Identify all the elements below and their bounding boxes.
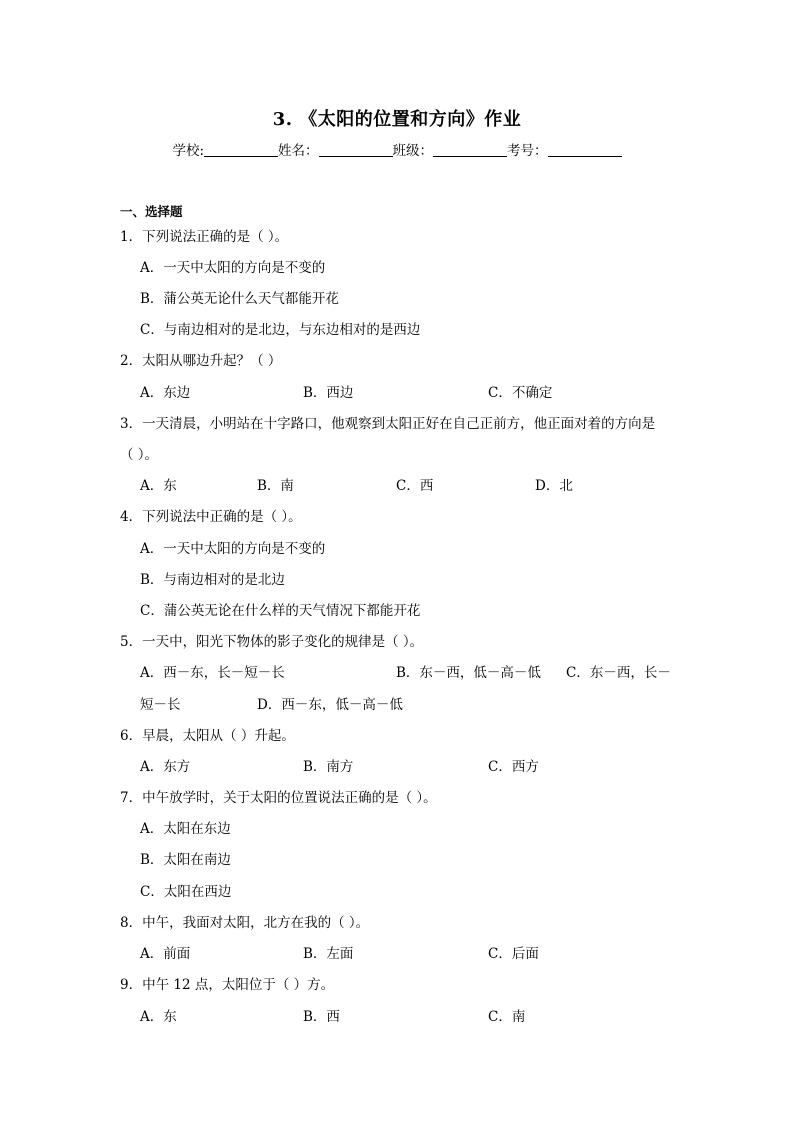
question-5-option-d: D．西－东，低－高－低	[257, 697, 403, 713]
question-3-option-d: D．北	[535, 478, 573, 494]
question-5-option-c: C．东－西，长－	[566, 665, 671, 681]
question-5-option-c-continued: 短－长	[140, 697, 181, 713]
question-6-option-a: A．东方	[140, 759, 191, 775]
question-2-option-a: A．东边	[140, 385, 191, 401]
question-8-option-b: B．左面	[303, 946, 354, 962]
question-8-option-a: A．前面	[140, 946, 191, 962]
question-7-stem: 7．中午放学时，关于太阳的位置说法正确的是（ ）。	[120, 790, 437, 806]
school-blank[interactable]	[204, 143, 278, 157]
question-6-stem: 6．早晨，太阳从（ ）升起。	[120, 728, 295, 744]
question-3-stem: 3．一天清晨，小明站在十字路口，他观察到太阳正好在自己正前方，他正面对着的方向是	[120, 416, 656, 432]
class-blank[interactable]	[433, 143, 507, 157]
question-6-option-c: C．西方	[488, 759, 539, 775]
section-title: 一、选择题	[120, 204, 183, 219]
question-4-stem: 4．下列说法中正确的是（ ）。	[120, 509, 302, 525]
question-1-option-c: C．与南边相对的是北边，与东边相对的是西边	[140, 322, 421, 338]
student-info-row	[0, 139, 794, 159]
number-blank[interactable]	[548, 143, 622, 157]
class-label: 班级：	[392, 143, 434, 159]
question-3-option-c: C．西	[396, 478, 434, 494]
question-8-stem: 8．中午，我面对太阳，北方在我的（ ）。	[120, 915, 370, 931]
question-9-option-c: C．南	[488, 1009, 526, 1025]
school-label: 学校:	[172, 143, 205, 159]
question-7-option-a: A．太阳在东边	[140, 821, 231, 837]
question-1-stem: 1．下列说法正确的是（ ）。	[120, 229, 289, 245]
question-2-option-b: B．西边	[303, 385, 354, 401]
worksheet-title: 3. 《太阳的位置和方向》作业	[272, 109, 522, 130]
question-9-option-a: A．东	[140, 1009, 177, 1025]
question-3-option-a: A．东	[140, 478, 177, 494]
question-6-option-b: B．南方	[303, 759, 354, 775]
name-blank[interactable]	[319, 143, 393, 157]
question-7-option-b: B．太阳在南边	[140, 852, 231, 868]
question-4-option-c: C．蒲公英无论在什么样的天气情况下都能开花	[140, 603, 421, 619]
question-3-stem-continued: （ ）。	[120, 447, 159, 463]
question-4-option-a: A．一天中太阳的方向是不变的	[140, 541, 326, 557]
question-2-stem: 2．太阳从哪边升起？（ ）	[120, 353, 282, 369]
question-1-option-a: A．一天中太阳的方向是不变的	[140, 260, 326, 276]
question-5-option-b: B．东－西，低－高－低	[396, 665, 541, 681]
number-label: 考号：	[507, 143, 548, 159]
question-8-option-c: C．后面	[488, 946, 539, 962]
question-5-option-a: A．西－东，长－短－长	[140, 665, 285, 681]
question-7-option-c: C．太阳在西边	[140, 884, 232, 900]
question-3-option-b: B．南	[257, 478, 294, 494]
question-4-option-b: B．与南边相对的是北边	[140, 572, 285, 588]
question-2-option-c: C．不确定	[488, 385, 553, 401]
question-5-stem: 5．一天中，阳光下物体的影子变化的规律是（ ）。	[120, 634, 424, 650]
question-1-option-b: B．蒲公英无论什么天气都能开花	[140, 291, 339, 307]
question-9-stem: 9．中午 12 点，太阳位于（ ）方。	[120, 977, 335, 993]
question-9-option-b: B．西	[303, 1009, 340, 1025]
name-label: 姓名：	[278, 143, 319, 159]
